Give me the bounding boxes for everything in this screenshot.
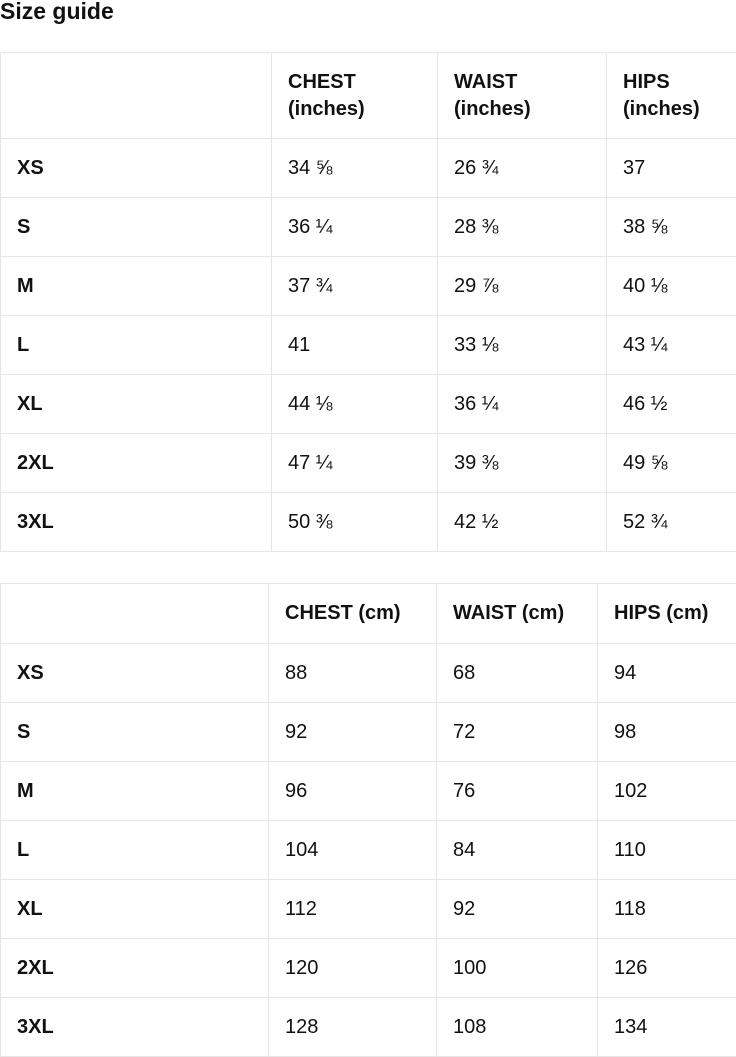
- corner-cell: [1, 53, 272, 139]
- hips-cell: 38 ⅝: [607, 198, 736, 257]
- chest-cell: 88: [269, 644, 437, 703]
- size-cell: XL: [1, 375, 272, 434]
- table-row-m: [1, 257, 736, 316]
- table-row-s: [1, 198, 736, 257]
- chest-cell: 47 ¼: [272, 434, 438, 493]
- chest-cell: 112: [269, 880, 437, 939]
- hips-cell: 46 ½: [607, 375, 736, 434]
- chest-cell: 44 ⅛: [272, 375, 438, 434]
- table-row-3xl: [1, 998, 736, 1057]
- size-cell: XS: [1, 644, 269, 703]
- size-cell: S: [1, 703, 269, 762]
- size-table-cm: [0, 583, 736, 1057]
- page-title: Size guide: [0, 0, 736, 23]
- size-cell: XL: [1, 880, 269, 939]
- size-cell: L: [1, 821, 269, 880]
- header-cell-waist: WAIST (inches): [438, 53, 607, 139]
- waist-cell: 84: [437, 821, 598, 880]
- size-cell: 3XL: [1, 493, 272, 552]
- header-cell-waist: WAIST (cm): [437, 584, 598, 644]
- size-cell: L: [1, 316, 272, 375]
- chest-cell: 120: [269, 939, 437, 998]
- waist-cell: 28 ⅜: [438, 198, 607, 257]
- chest-cell: 36 ¼: [272, 198, 438, 257]
- chest-cell: 50 ⅜: [272, 493, 438, 552]
- chest-cell: 92: [269, 703, 437, 762]
- chest-cell: 34 ⅝: [272, 139, 438, 198]
- chest-cell: 128: [269, 998, 437, 1057]
- header-cell-hips: HIPS (inches): [607, 53, 736, 139]
- corner-cell: [1, 584, 269, 644]
- size-table-inches: [0, 52, 736, 552]
- hips-cell: 118: [598, 880, 736, 939]
- hips-cell: 37: [607, 139, 736, 198]
- chest-cell: 41: [272, 316, 438, 375]
- waist-cell: 36 ¼: [438, 375, 607, 434]
- size-cell: 2XL: [1, 434, 272, 493]
- waist-cell: 100: [437, 939, 598, 998]
- header-cell-chest: CHEST (cm): [269, 584, 437, 644]
- hips-cell: 43 ¼: [607, 316, 736, 375]
- table-row-xl: [1, 375, 736, 434]
- hips-cell: 102: [598, 762, 736, 821]
- chest-cell: 96: [269, 762, 437, 821]
- hips-cell: 98: [598, 703, 736, 762]
- waist-cell: 33 ⅛: [438, 316, 607, 375]
- size-cell: XS: [1, 139, 272, 198]
- waist-cell: 68: [437, 644, 598, 703]
- waist-cell: 108: [437, 998, 598, 1057]
- inches-header-row: [1, 53, 736, 139]
- hips-cell: 94: [598, 644, 736, 703]
- size-cell: S: [1, 198, 272, 257]
- waist-cell: 29 ⅞: [438, 257, 607, 316]
- table-row-3xl: [1, 493, 736, 552]
- table-row-2xl: [1, 939, 736, 998]
- waist-cell: 92: [437, 880, 598, 939]
- header-cell-chest: CHEST (inches): [272, 53, 438, 139]
- waist-cell: 72: [437, 703, 598, 762]
- table-row-xl: [1, 880, 736, 939]
- hips-cell: 49 ⅝: [607, 434, 736, 493]
- hips-cell: 134: [598, 998, 736, 1057]
- size-cell: M: [1, 762, 269, 821]
- table-row-l: [1, 316, 736, 375]
- waist-cell: 26 ¾: [438, 139, 607, 198]
- hips-cell: 110: [598, 821, 736, 880]
- table-row-m: [1, 762, 736, 821]
- table-row-xs: [1, 644, 736, 703]
- size-cell: M: [1, 257, 272, 316]
- hips-cell: 40 ⅛: [607, 257, 736, 316]
- header-cell-hips: HIPS (cm): [598, 584, 736, 644]
- table-row-2xl: [1, 434, 736, 493]
- waist-cell: 39 ⅜: [438, 434, 607, 493]
- table-row-xs: [1, 139, 736, 198]
- waist-cell: 42 ½: [438, 493, 607, 552]
- hips-cell: 52 ¾: [607, 493, 736, 552]
- size-cell: 2XL: [1, 939, 269, 998]
- chest-cell: 37 ¾: [272, 257, 438, 316]
- cm-header-row: [1, 584, 736, 644]
- waist-cell: 76: [437, 762, 598, 821]
- table-row-s: [1, 703, 736, 762]
- table-row-l: [1, 821, 736, 880]
- chest-cell: 104: [269, 821, 437, 880]
- size-cell: 3XL: [1, 998, 269, 1057]
- hips-cell: 126: [598, 939, 736, 998]
